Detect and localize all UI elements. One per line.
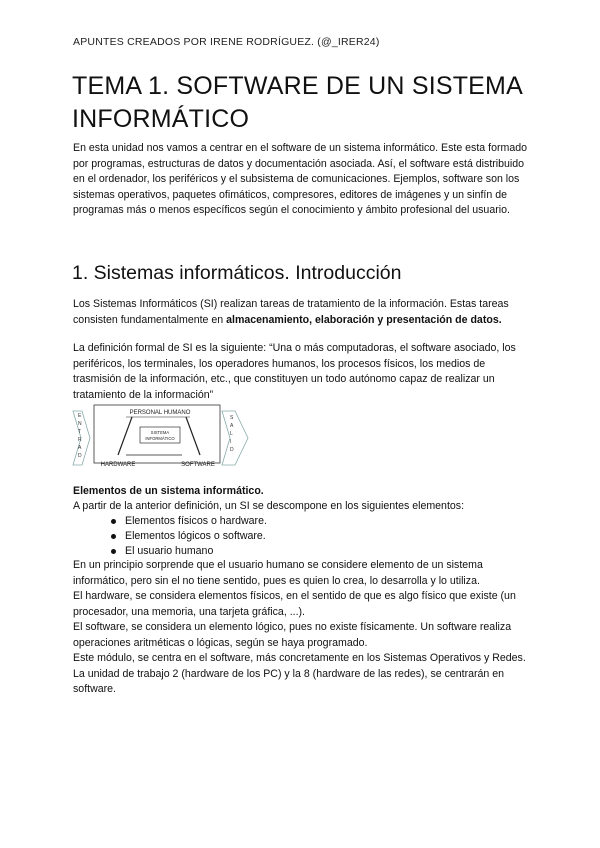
elements-list <box>73 514 473 558</box>
diagram-top-label: PERSONAL HUMANO <box>129 410 191 416</box>
elements-paragraph-2: El hardware, se considera elementos físicos, en el sentido de que es algo físico que existe (un procesador, una memoria, una tarjeta gráfica, ...). <box>73 590 516 618</box>
output-label: S A L I D <box>230 415 234 453</box>
list-item: Elementos físicos o hardware. <box>73 514 473 529</box>
system-diagram <box>72 403 250 473</box>
title-line-2: INFORMÁTICO <box>72 105 250 133</box>
elements-paragraph-1: En un principio sorprende que el usuario humano se considere elemento de un sistema informático, pero sin el no tiene sentido, pues es quien lo crea, lo desarrolla y lo utiliza. <box>73 559 483 587</box>
list-item: Elementos lógicos o software. <box>73 529 473 544</box>
section-paragraph-1 <box>73 297 528 328</box>
input-letter: E <box>78 413 82 419</box>
section-paragraph-1-text: Los Sistemas Informáticos (SI) realizan tareas de tratamiento de la información. Estas tareas consisten fundamentalmente en <box>73 298 509 326</box>
diagram-software-label: SOFTWARE <box>181 462 215 468</box>
right-connector-line <box>186 417 200 455</box>
title-line-1: TEMA 1. SOFTWARE DE UN SISTEMA <box>72 72 523 100</box>
section-paragraph-1-bold: almacenamiento, elaboración y presentación de datos. <box>226 313 502 326</box>
intro-paragraph: En esta unidad nos vamos a centrar en el software de un sistema informático. Este esta formado por programas, estructuras de datos y documentación asociada. Así, el software está distribuido en el ordenador, los periféricos y el subsistema de comunicaciones. Ejemplos, software son los sistemas operativos, paquetes ofimáticos, compresores, editores de imágenes y un sinfín de programas más o menos específicos según el conocimiento y ámbito profesional del usuario. <box>73 142 528 217</box>
diagram-center-label-1: SISTEMA <box>150 430 170 435</box>
left-connector-line <box>118 417 132 455</box>
definition-paragraph: La definición formal de SI es la siguiente: “Una o más computadoras, el software asociado, los periféricos, los terminales, los operadores humanos, los procesos físicos, los medios de trasmisión de la información, etc., que constituyen un todo autónomo capaz de realizar un tratamiento de la información” <box>73 342 516 401</box>
elements-paragraph-3: El software, se considera un elemento lógico, pues no existe físicamente. Un software realiza operaciones aritméticas o lógicas, según se haya programado. <box>73 621 512 649</box>
input-label: E N T R A D <box>78 413 82 459</box>
diagram-center-label-2: INFORMÁTICO <box>145 436 175 441</box>
output-chevron-shape <box>222 411 248 465</box>
page-title <box>72 70 542 136</box>
elements-intro: A partir de la anterior definición, un SI se descompone en los siguientes elementos: <box>73 500 465 512</box>
elements-paragraph-4: Este módulo, se centra en el software, más concretamente en los Sistemas Operativos y Redes. La unidad de trabajo 2 (hardware de los PC) y la 8 (hardware de las redes), se centrarán en software. <box>73 652 526 696</box>
diagram-hardware-label: HARDWARE <box>100 462 136 468</box>
list-item: El usuario humano <box>73 544 473 559</box>
elements-heading: Elementos de un sistema informático. <box>73 485 264 497</box>
page-header: APUNTES CREADOS POR IRENE RODRÍGUEZ. (@_IRER24) <box>73 36 380 48</box>
section-heading: 1. Sistemas informáticos. Introducción <box>72 262 402 284</box>
